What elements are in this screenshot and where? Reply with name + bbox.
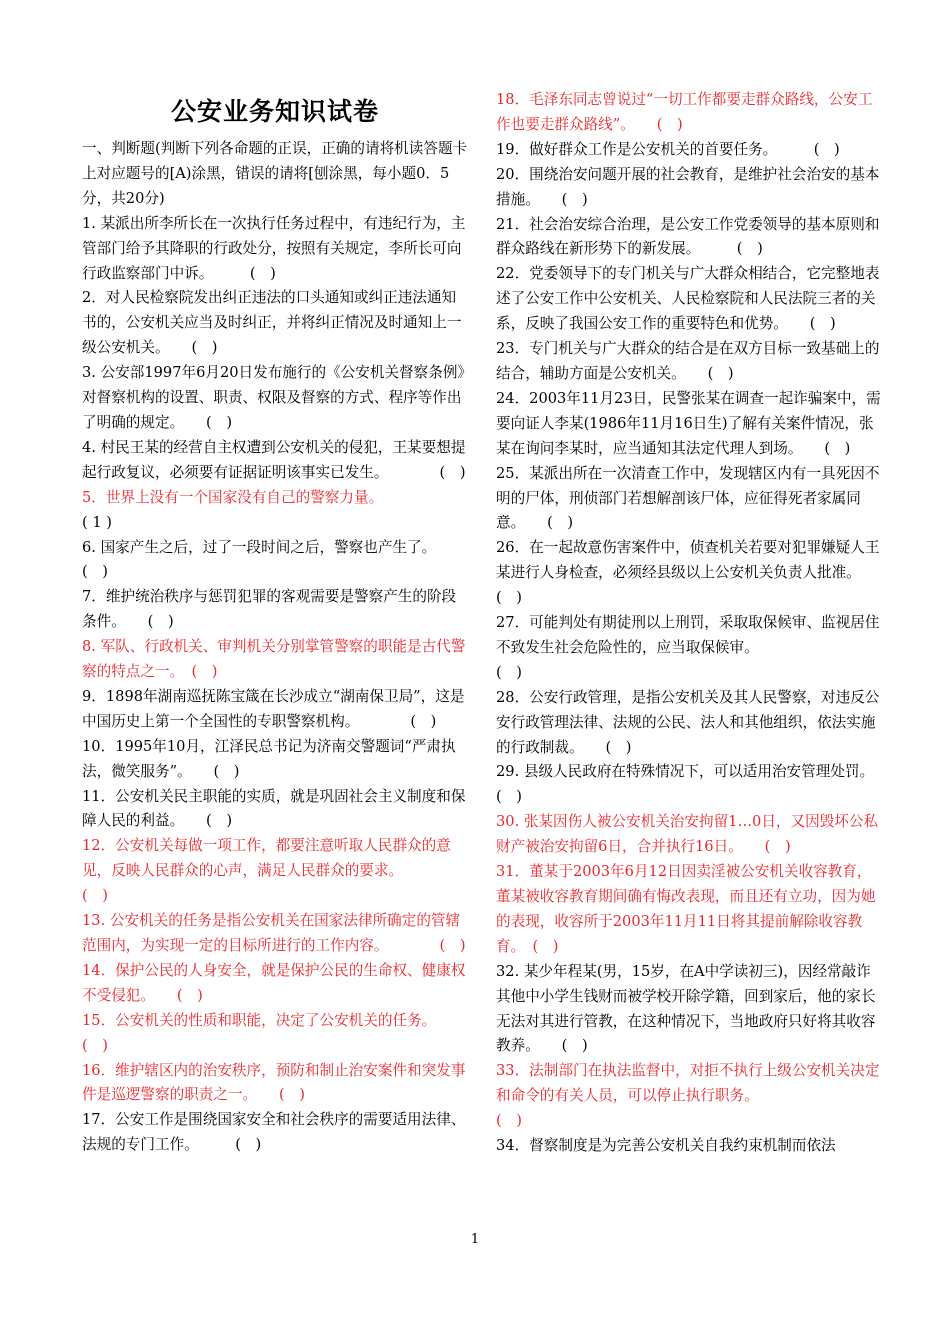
question-item: 23．专门机关与广大群众的结合是在双方目标一致基础上的结合，辅助方面是公安机关。 ( ): [496, 340, 880, 382]
question-item: ( ): [496, 1112, 522, 1130]
question-item: 29. 县级人民政府在特殊情况下，可以适用治安管理处罚。 ( ): [496, 763, 897, 806]
left-question-list: [82, 137, 488, 1158]
question-item: 6. 国家产生之后，过了一段时间之后，警察也产生了。 ( ): [82, 538, 488, 581]
left-column: [82, 95, 488, 1158]
question-item: 34．督察制度是为完善公安机关自我约束机制而依法: [496, 1137, 836, 1155]
question-item: 12．公安机关每做一项工作，都要注意听取人民群众的意见，反映人民群众的心声，满足人民群众的要求。 ( ): [82, 837, 455, 905]
question-item: 19．做好群众工作是公安机关的首要任务。 ( ): [496, 140, 840, 158]
question-item: ( 1 ): [82, 513, 112, 531]
question-item: 27．可能判处有期徒刑以上刑罚，采取取保候审、监视居住不致发生社会危险性的，应当取保候审。: [496, 614, 880, 656]
question-item: 31．董某于2003年6月12日因卖淫被公安机关收容教育，董某被收容教育期间确有悔改表现，而且还有立功，因为她的表现，收容所于2003年11月11日将其提前解除收容教育。 ( ): [496, 863, 876, 955]
question-item: 10．1995年10月，江泽民总书记为济南交警题词“严肃执法，微笑服务”。 ( ): [82, 737, 456, 780]
right-question-list: [496, 88, 897, 1159]
question-item: 4. 村民王某的经营自主权遭到公安机关的侵犯，王某要想提起行政复议，必须要有证据证明该事实已发生。 ( ): [82, 438, 466, 481]
question-item: 17．公安工作是围绕国家安全和社会秩序的需要适用法律、法规的专门工作。 ( ): [82, 1111, 466, 1154]
question-item: 30. 张某因伤人被公安机关治安拘留1…0日，又因毁坏公私财产被治安拘留6日，合并执行16日。 ( ): [496, 813, 879, 856]
question-item: 24．2003年11月23日，民警张某在调查一起诈骗案中，需要向证人李某(1986年11月16日生)了解有关案件情况，张某在询问李某时，应当通知其法定代理人到场。 ( ): [496, 389, 881, 457]
question-item: 21．社会治安综合治理，是公安工作党委领导的基本原则和群众路线在新形势下的新发展。 ( ): [496, 215, 880, 258]
question-item: 9．1898年湖南巡抚陈宝箴在长沙成立“湖南保卫局”，这是中国历史上第一个全国性的专职警察机构。 ( ): [82, 687, 465, 730]
right-column: [496, 88, 897, 1159]
question-item: 33．法制部门在执法监督中，对拒不执行上级公安机关决定和命令的有关人员，可以停止执行职务。: [496, 1062, 880, 1105]
question-item: 2．对人民检察院发出纠正违法的口头通知或纠正违法通知书的，公安机关应当及时纠正，并将纠正情况及时通知上一级公安机关。 ( ): [82, 289, 462, 357]
question-item: 22．党委领导下的专门机关与广大群众相结合，它完整地表述了公安工作中公安机关、人民检察院和人民法院三者的关系，反映了我国公安工作的重要特色和优势。 ( ): [496, 265, 880, 333]
question-item: 25．某派出所在一次清查工作中，发现辖区内有一具死因不明的尸体，刑侦部门若想解剖该尸体，应征得死者家属同意。 ( ): [496, 464, 880, 532]
question-item: 3. 公安部1997年6月20日发布施行的《公安机关督察条例》对督察机构的设置、职责、权限及督察的方式、程序等作出了明确的规定。 ( ): [82, 364, 465, 431]
question-item: 1. 某派出所李所长在一次执行任务过程中，有违纪行为，主管部门给予其降职的行政处分，按照有关规定，李所长可向行政监察部门中诉。 ( ): [82, 214, 466, 282]
question-item: ( ): [496, 663, 522, 681]
question-item: 13. 公安机关的任务是指公安机关在国家法律所确定的管辖范围内，为实现一定的目标所进行的工作内容。 ( ): [82, 912, 466, 954]
question-item: 11．公安机关民主职能的实质，就是巩固社会主义制度和保障人民的利益。 ( ): [82, 787, 466, 830]
exam-title: 公安业务知识试卷: [170, 97, 379, 126]
question-item: 16．维护辖区内的治安秩序，预防和制止治安案件和突发事件是巡逻警察的职责之一。 ( ): [82, 1061, 466, 1104]
question-item: 20．围绕治安问题开展的社会教育，是维护社会治安的基本措施。 ( ): [496, 165, 880, 208]
question-item: 14．保护公民的人身安全，就是保护公民的生命权、健康权不受侵犯。 ( ): [82, 961, 466, 1004]
question-item: 32. 某少年程某(男，15岁，在A中学读初三)，因经常敲诈其他中小学生钱财而被学校开除学籍，回到家后，他的家长无法对其进行管教，在这种情况下，当地政府只好将其收容教养。 ( ): [496, 962, 876, 1055]
question-item: 26．在一起故意伤害案件中，侦查机关若要对犯罪嫌疑人王某进行人身检查，必须经县级以上公安机关负责人批准。( ): [496, 539, 880, 607]
question-item: 5．世界上没有一个国家没有自己的警察力量。: [82, 488, 384, 506]
question-item: 一、判断题(判断下列各命题的正误，正确的请将机读答题卡上对应题号的[A)涂黑，错误的请将[刨涂黑，每小题0．5分，共20分): [82, 140, 468, 207]
question-item: 8. 军队、行政机关、审判机关分别掌管警察的职能是古代警察的特点之一。 ( ): [82, 638, 466, 681]
question-item: 18．毛泽东同志曾说过“一切工作都要走群众路线，公安工作也要走群众路线”。 ( ): [496, 91, 873, 133]
question-item: 7．维护统治秩序与惩罚犯罪的客观需要是警察产生的阶段条件。 ( ): [82, 588, 457, 631]
question-item: 28．公安行政管理，是指公安机关及其人民警察，对违反公安行政管理法律、法规的公民、法人和其他组织，依法实施的行政制裁。 ( ): [496, 688, 880, 756]
question-item: 15．公安机关的性质和职能，决定了公安机关的任务。 ( ): [82, 1011, 488, 1054]
page-number: 1: [470, 1232, 480, 1247]
